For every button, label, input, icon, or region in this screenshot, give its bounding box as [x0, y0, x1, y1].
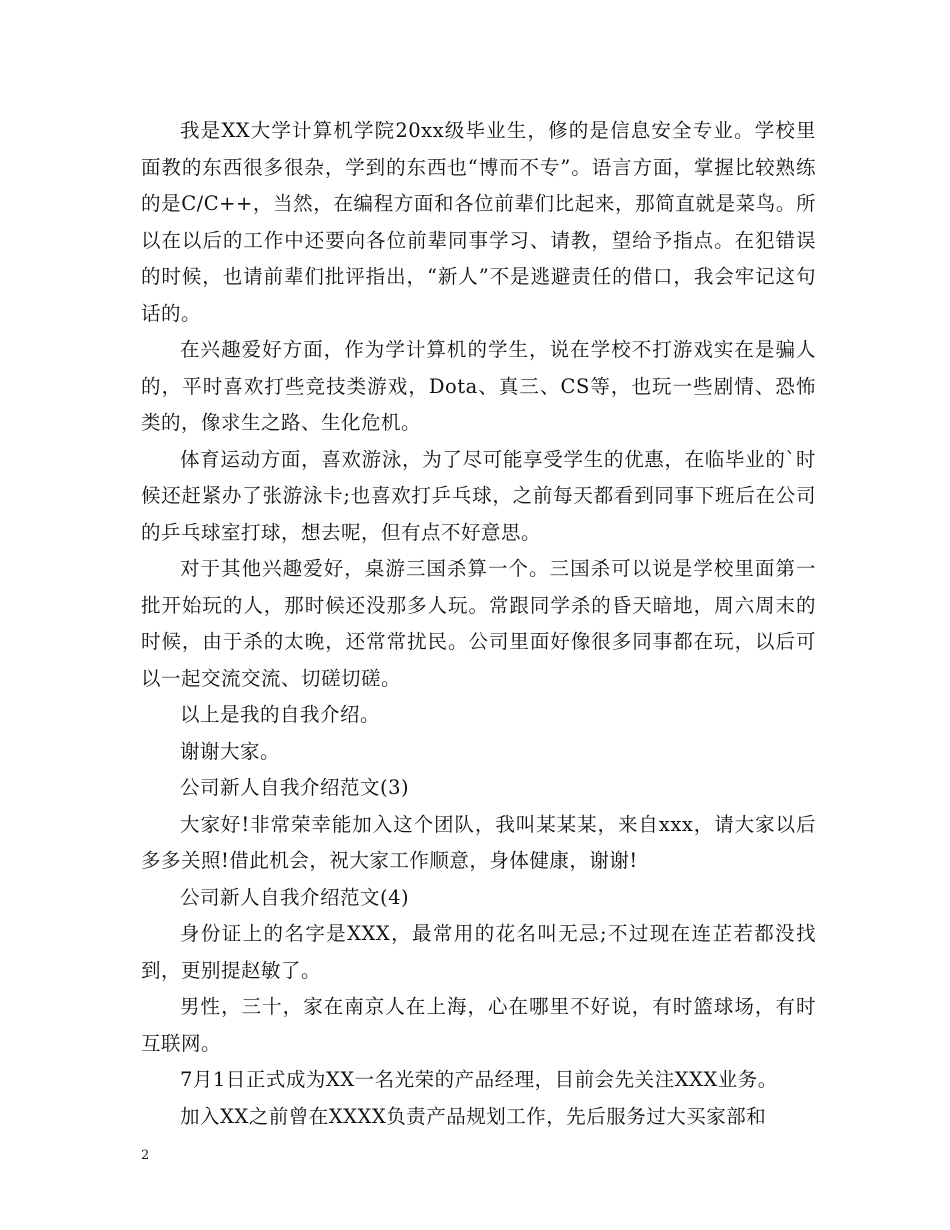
paragraph: 谢谢大家。 [180, 739, 281, 763]
paragraph: 加入XX之前曾在XXXX负责产品规划工作，先后服务过大买家部和 [180, 1104, 767, 1128]
section-heading: 公司新人自我介绍范文(4) [180, 885, 410, 909]
paragraph: 以上是我的自我介绍。 [180, 703, 381, 726]
paragraph: 体育运动方面，喜欢游泳，为了尽可能享受学生的优惠，在临毕业的`时候还赶紧办了张游泳卡;也喜欢打乒乓球，之前每天都看到同事下班后在公司的乒乓球室打球，想去呢，但有点不好意思。 [141, 447, 816, 544]
paragraph: 大家好!非常荣幸能加入这个团队，我叫某某某，来自xxx，请大家以后多多关照!借此机会，祝大家工作顺意，身体健康，谢谢! [141, 812, 816, 872]
paragraph: 7月1日正式成为XX一名光荣的产品经理，目前会先关注XXX业务。 [180, 1068, 778, 1091]
section-heading: 公司新人自我介绍范文(3) [180, 776, 410, 799]
paragraph: 男性，三十，家在南京人在上海，心在哪里不好说，有时篮球场，有时互联网。 [141, 995, 816, 1055]
paragraph: 身份证上的名字是XXX，最常用的花名叫无忌;不过现在连芷若都没找到，更别提赵敏了。 [141, 922, 816, 982]
page-number: 2 [141, 1148, 150, 1163]
document-body [141, 113, 816, 1135]
paragraph: 我是XX大学计算机学院20xx级毕业生，修的是信息安全专业。学校里面教的东西很多很杂，学到的东西也“博而不专”。语言方面，掌握比较熟练的是C/C++，当然，在编程方面和各位前辈们比起来，那简直就是菜鸟。所以在以后的工作中还要向各位前辈同事学习、请教，望给予指点。在犯错误的时候，也请前辈们批评指出，“新人”不是逃避责任的借口，我会牢记这句话的。 [141, 119, 816, 325]
paragraph: 对于其他兴趣爱好，桌游三国杀算一个。三国杀可以说是学校里面第一批开始玩的人，那时候还没那多人玩。常跟同学杀的昏天暗地，周六周末的时候，由于杀的太晚，还常常扰民。公司里面好像很多同事都在玩，以后可以一起交流交流、切磋切磋。 [141, 557, 816, 690]
paragraph: 在兴趣爱好方面，作为学计算机的学生，说在学校不打游戏实在是骗人的，平时喜欢打些竞技类游戏，Dota、真三、CS等，也玩一些剧情、恐怖类的，像求生之路、生化危机。 [141, 338, 816, 434]
